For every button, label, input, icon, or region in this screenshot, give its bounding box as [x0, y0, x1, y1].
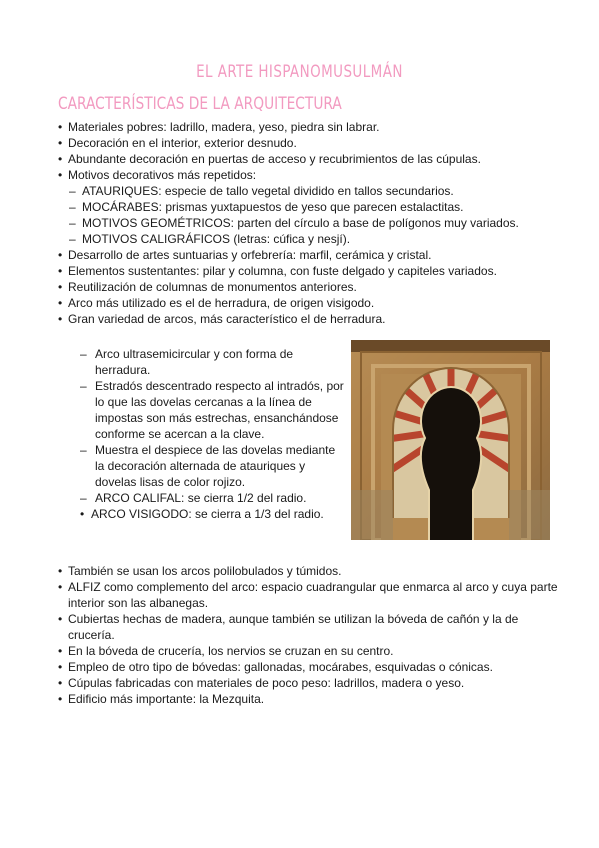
list-item: • Edificio más importante: la Mezquita. — [58, 691, 568, 707]
list-item: – ATAURIQUES: especie de tallo vegetal dividido en tallos secundarios. — [58, 183, 568, 199]
characteristics-list — [58, 119, 568, 183]
list-item: • Decoración en el interior, exterior desnudo. — [58, 135, 568, 151]
list-item: • Empleo de otro tipo de bóvedas: gallonadas, mocárabes, esquivadas o cónicas. — [58, 659, 568, 675]
list-item: • Cubiertas hechas de madera, aunque también se utilizan la bóveda de cañón y la de crucería. — [58, 611, 568, 643]
characteristics-list-continued — [58, 247, 568, 327]
list-item: • Motivos decorativos más repetidos: — [58, 167, 568, 183]
list-item: – MOTIVOS GEOMÉTRICOS: parten del círculo a base de polígonos muy variados. — [58, 215, 568, 231]
motivos-list — [58, 183, 568, 247]
list-item: • Abundante decoración en puertas de acceso y recubrimientos de las cúpulas. — [58, 151, 568, 167]
horseshoe-arch-image — [351, 340, 550, 540]
section-heading: CARACTERÍSTICAS DE LA ARQUITECTURA — [58, 94, 342, 114]
list-item: • Elementos sustentantes: pilar y columna, con fuste delgado y capiteles variados. — [58, 263, 568, 279]
list-item: • Desarrollo de artes suntuarias y orfebrería: marfil, cerámica y cristal. — [58, 247, 568, 263]
list-item: – ARCO CALIFAL: se cierra 1/2 del radio. — [80, 490, 345, 506]
list-item: – MOCÁRABES: prismas yuxtapuestos de yeso que parecen estalactitas. — [58, 199, 568, 215]
arco-notes-list — [80, 346, 345, 522]
list-item: – Muestra el despiece de las dovelas mediante la decoración alternada de atauriques y dovelas lisas de color rojizo. — [80, 442, 345, 490]
characteristics-list-bottom — [58, 563, 568, 707]
list-item: • Reutilización de columnas de monumentos anteriores. — [58, 279, 568, 295]
list-item: – MOTIVOS CALIGRÁFICOS (letras: cúfica y nesjí). — [58, 231, 568, 247]
horseshoe-arch-photo — [351, 340, 550, 540]
list-item: • ARCO VISIGODO: se cierra a 1/3 del radio. — [80, 506, 345, 522]
list-item: – Arco ultrasemicircular y con forma de herradura. — [80, 346, 345, 378]
list-item: • Cúpulas fabricadas con materiales de poco peso: ladrillos, madera o yeso. — [58, 675, 568, 691]
list-item: • Arco más utilizado es el de herradura, de origen visigodo. — [58, 295, 568, 311]
list-item: • ALFIZ como complemento del arco: espacio cuadrangular que enmarca al arco y cuya parte interior son las albanegas. — [58, 579, 568, 611]
list-item: • También se usan los arcos polilobulados y túmidos. — [58, 563, 568, 579]
page-title: EL ARTE HISPANOMUSULMÁN — [196, 62, 403, 82]
list-item: • Materiales pobres: ladrillo, madera, yeso, piedra sin labrar. — [58, 119, 568, 135]
list-item: • Gran variedad de arcos, más característico el de herradura. — [58, 311, 568, 327]
list-item: • En la bóveda de crucería, los nervios se cruzan en su centro. — [58, 643, 568, 659]
list-item: – Estradós descentrado respecto al intradós, por lo que las dovelas cercanas a la línea de impostas son más estrechas, ensanchándose conforme se acercan a la clave. — [80, 378, 345, 442]
